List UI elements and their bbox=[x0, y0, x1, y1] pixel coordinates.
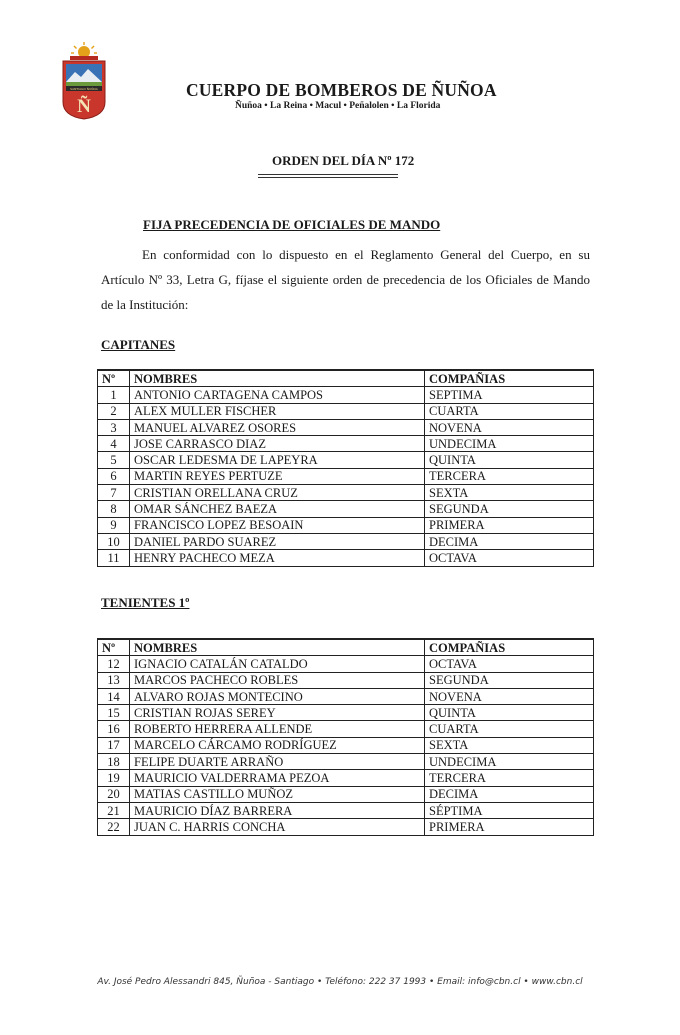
cell-company: DECIMA bbox=[425, 533, 594, 549]
cell-name: ALVARO ROJAS MONTECINO bbox=[130, 688, 425, 704]
cell-company: QUINTA bbox=[425, 452, 594, 468]
cell-name: MARTIN REYES PERTUZE bbox=[130, 468, 425, 484]
cell-number: 10 bbox=[98, 533, 130, 549]
cell-name: OSCAR LEDESMA DE LAPEYRA bbox=[130, 452, 425, 468]
cell-name: JUAN C. HARRIS CONCHA bbox=[130, 819, 425, 835]
header-names: NOMBRES bbox=[130, 639, 425, 656]
cell-company: SEGUNDA bbox=[425, 672, 594, 688]
cell-name: CRISTIAN ORELLANA CRUZ bbox=[130, 485, 425, 501]
cell-company: QUINTA bbox=[425, 705, 594, 721]
body-paragraph: En conformidad con lo dispuesto en el Reglamento General del Cuerpo, en su Artículo Nº 33, Letra G, fíjase el siguiente orden de precedencia de los Oficiales de Mando de la Institución: bbox=[101, 247, 590, 312]
table-row bbox=[98, 770, 594, 786]
cell-number: 22 bbox=[98, 819, 130, 835]
cell-number: 16 bbox=[98, 721, 130, 737]
cell-company: TERCERA bbox=[425, 468, 594, 484]
table-row bbox=[98, 387, 594, 403]
cell-number: 2 bbox=[98, 403, 130, 419]
cell-company: SEGUNDA bbox=[425, 501, 594, 517]
header-names: NOMBRES bbox=[130, 370, 425, 387]
tenientes-heading: TENIENTES 1º bbox=[101, 595, 190, 610]
cell-company: CUARTA bbox=[425, 721, 594, 737]
table-row bbox=[98, 550, 594, 566]
table-row bbox=[98, 533, 594, 549]
subject-heading: FIJA PRECEDENCIA DE OFICIALES DE MANDO bbox=[143, 217, 441, 232]
cell-name: JOSE CARRASCO DIAZ bbox=[130, 436, 425, 452]
communes-line: Ñuñoa • La Reina • Macul • Peñalolen • La Florida bbox=[235, 101, 441, 111]
table-row bbox=[98, 737, 594, 753]
table-row bbox=[98, 688, 594, 704]
cell-name: FELIPE DUARTE ARRAÑO bbox=[130, 754, 425, 770]
table-row bbox=[98, 656, 594, 672]
table-row bbox=[98, 517, 594, 533]
cell-number: 9 bbox=[98, 517, 130, 533]
cell-name: CRISTIAN ROJAS SEREY bbox=[130, 705, 425, 721]
cell-name: MANUEL ALVAREZ OSORES bbox=[130, 419, 425, 435]
cell-name: MAURICIO DÍAZ BARRERA bbox=[130, 802, 425, 818]
cell-number: 17 bbox=[98, 737, 130, 753]
title-double-rule bbox=[258, 174, 398, 178]
cell-company: SÉPTIMA bbox=[425, 802, 594, 818]
table-row bbox=[98, 485, 594, 501]
cell-name: DANIEL PARDO SUAREZ bbox=[130, 533, 425, 549]
table-row bbox=[98, 452, 594, 468]
cell-number: 20 bbox=[98, 786, 130, 802]
cell-number: 11 bbox=[98, 550, 130, 566]
tenientes-table bbox=[97, 638, 594, 836]
header-companies: COMPAÑIAS bbox=[425, 639, 594, 656]
header-companies: COMPAÑIAS bbox=[425, 370, 594, 387]
cell-number: 3 bbox=[98, 419, 130, 435]
coat-of-arms-logo bbox=[60, 42, 108, 120]
cell-number: 21 bbox=[98, 802, 130, 818]
cell-company: OCTAVA bbox=[425, 550, 594, 566]
cell-number: 5 bbox=[98, 452, 130, 468]
cell-company: PRIMERA bbox=[425, 819, 594, 835]
table-row bbox=[98, 501, 594, 517]
cell-name: ANTONIO CARTAGENA CAMPOS bbox=[130, 387, 425, 403]
table-row bbox=[98, 672, 594, 688]
cell-number: 7 bbox=[98, 485, 130, 501]
cell-name: MAURICIO VALDERRAMA PEZOA bbox=[130, 770, 425, 786]
cell-company: UNDECIMA bbox=[425, 436, 594, 452]
capitanes-heading: CAPITANES bbox=[101, 337, 176, 352]
header-number: Nº bbox=[98, 639, 130, 656]
cell-company: DECIMA bbox=[425, 786, 594, 802]
cell-name: MARCOS PACHECO ROBLES bbox=[130, 672, 425, 688]
cell-name: ROBERTO HERRERA ALLENDE bbox=[130, 721, 425, 737]
organization-name: CUERPO DE BOMBEROS DE ÑUÑOA bbox=[186, 80, 497, 100]
cell-company: NOVENA bbox=[425, 688, 594, 704]
cell-name: ALEX MULLER FISCHER bbox=[130, 403, 425, 419]
table-header-row bbox=[98, 370, 594, 387]
sun-crest-icon bbox=[70, 42, 98, 60]
cell-number: 4 bbox=[98, 436, 130, 452]
table-row bbox=[98, 403, 594, 419]
cell-company: SEXTA bbox=[425, 737, 594, 753]
cell-company: NOVENA bbox=[425, 419, 594, 435]
cell-number: 12 bbox=[98, 656, 130, 672]
table-row bbox=[98, 754, 594, 770]
cell-company: UNDECIMA bbox=[425, 754, 594, 770]
cell-number: 19 bbox=[98, 770, 130, 786]
table-row bbox=[98, 721, 594, 737]
cell-company: PRIMERA bbox=[425, 517, 594, 533]
cell-company: SEPTIMA bbox=[425, 387, 594, 403]
cell-number: 18 bbox=[98, 754, 130, 770]
table-row bbox=[98, 802, 594, 818]
cell-name: MARCELO CÁRCAMO RODRÍGUEZ bbox=[130, 737, 425, 753]
cell-name: MATIAS CASTILLO MUÑOZ bbox=[130, 786, 425, 802]
cell-number: 8 bbox=[98, 501, 130, 517]
cell-company: OCTAVA bbox=[425, 656, 594, 672]
cell-name: HENRY PACHECO MEZA bbox=[130, 550, 425, 566]
cell-name: IGNACIO CATALÁN CATALDO bbox=[130, 656, 425, 672]
table-row bbox=[98, 419, 594, 435]
cell-number: 15 bbox=[98, 705, 130, 721]
table-row bbox=[98, 468, 594, 484]
table-row bbox=[98, 705, 594, 721]
cell-number: 1 bbox=[98, 387, 130, 403]
cell-company: SEXTA bbox=[425, 485, 594, 501]
cell-name: FRANCISCO LOPEZ BESOAIN bbox=[130, 517, 425, 533]
cell-number: 14 bbox=[98, 688, 130, 704]
cell-company: CUARTA bbox=[425, 403, 594, 419]
svg-text:SANTIAGO ÑUÑOA: SANTIAGO ÑUÑOA bbox=[70, 87, 98, 91]
header-number: Nº bbox=[98, 370, 130, 387]
table-row bbox=[98, 819, 594, 835]
footer-contact: Av. José Pedro Alessandri 845, Ñuñoa - Santiago • Teléfono: 222 37 1993 • Email: info@cbn.cl • www.cbn.cl bbox=[97, 977, 583, 987]
svg-text:Ñ: Ñ bbox=[77, 96, 91, 117]
table-row bbox=[98, 436, 594, 452]
table-row bbox=[98, 786, 594, 802]
table-header-row bbox=[98, 639, 594, 656]
order-title: ORDEN DEL DÍA Nº 172 bbox=[272, 153, 415, 168]
capitanes-table bbox=[97, 369, 594, 567]
cell-number: 6 bbox=[98, 468, 130, 484]
cell-company: TERCERA bbox=[425, 770, 594, 786]
cell-name: OMAR SÁNCHEZ BAEZA bbox=[130, 501, 425, 517]
cell-number: 13 bbox=[98, 672, 130, 688]
